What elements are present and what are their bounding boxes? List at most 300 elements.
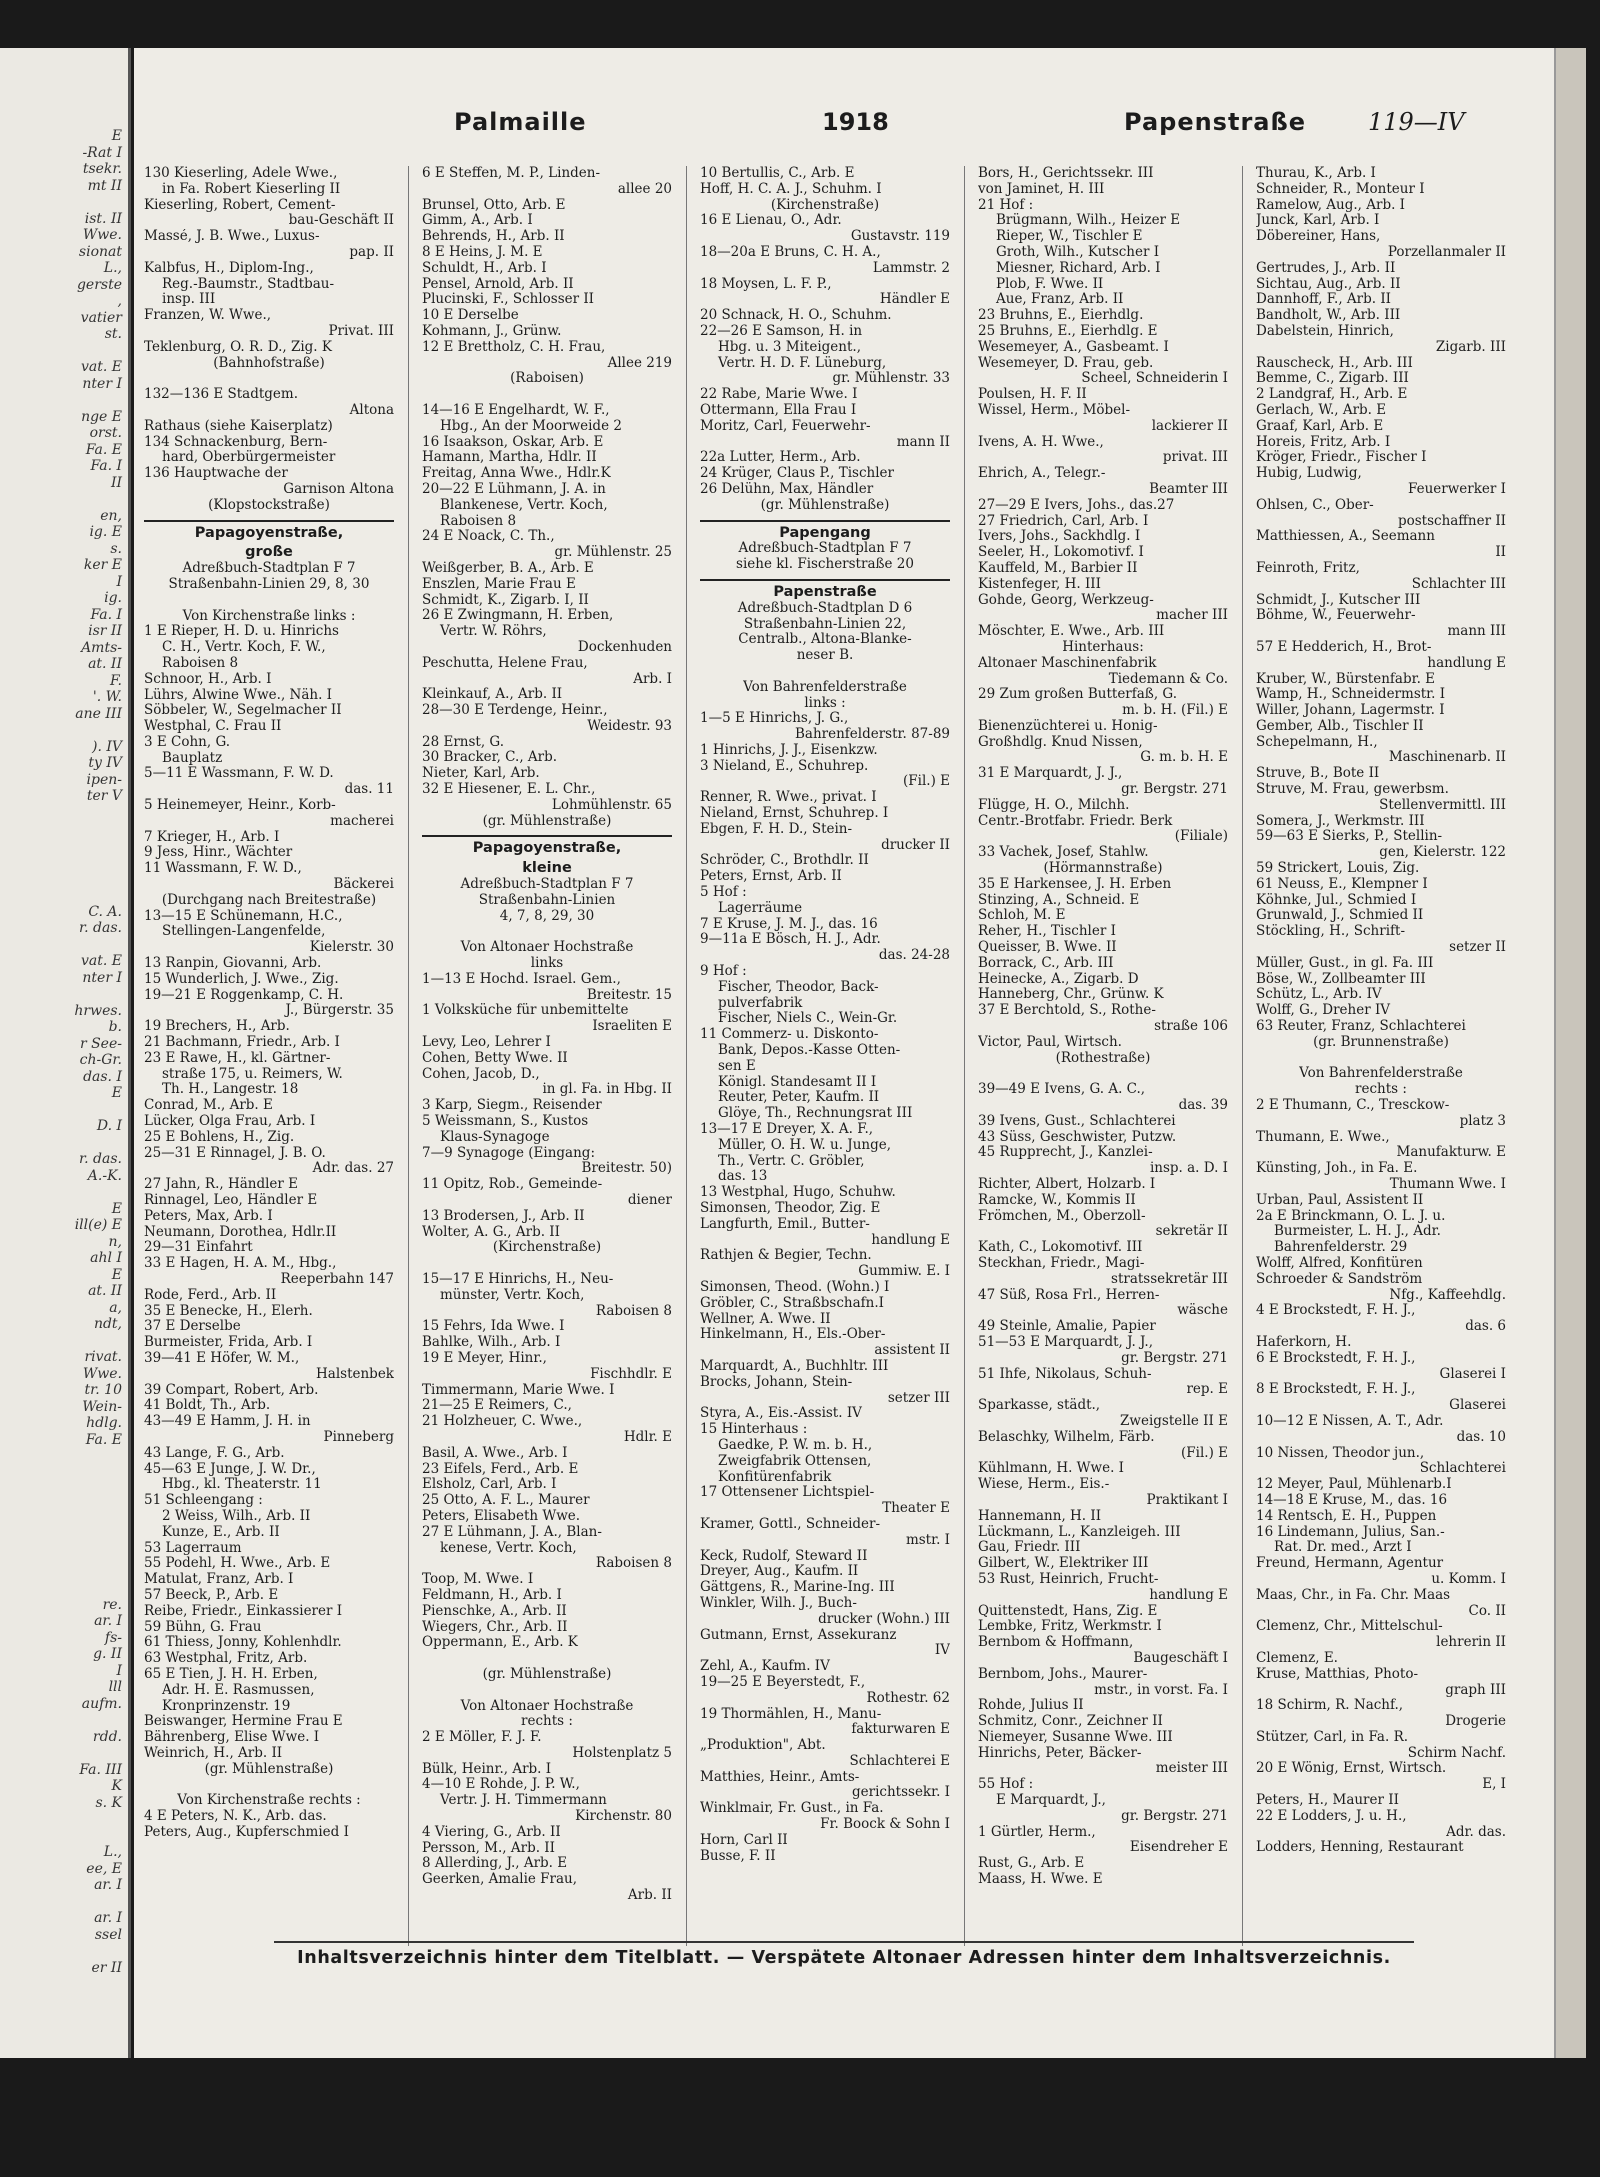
- facing-page-text: ). IV: [91, 738, 122, 755]
- directory-entry: Kühlmann, H. Wwe. I: [978, 1461, 1125, 1477]
- directory-entry: neser B.: [796, 648, 854, 664]
- directory-entry: 5 Hof :: [700, 885, 747, 901]
- directory-entry: Kirchenstr. 80: [575, 1809, 672, 1825]
- directory-entry: Rat. Dr. med., Arzt I: [1274, 1540, 1412, 1556]
- directory-entry: Feuerwerker I: [1407, 481, 1506, 497]
- directory-entry: Burmeister, L. H. J., Adr.: [1274, 1224, 1441, 1240]
- facing-page-text: E: [111, 1266, 122, 1283]
- directory-entry: münster, Vertr. Koch,: [440, 1287, 585, 1303]
- directory-entry: (Durchgang nach Breitestraße): [161, 892, 377, 908]
- column-divider: [686, 166, 687, 1946]
- directory-entry: Königl. Standesamt II I: [718, 1074, 877, 1090]
- directory-entry: Arb. I: [633, 671, 672, 687]
- facing-page-text: vat. E: [80, 953, 122, 969]
- directory-entry: [422, 924, 672, 940]
- directory-entry: 13—15 E Schünemann, H.C.,: [144, 908, 343, 924]
- facing-page-text: nge E: [81, 408, 122, 425]
- facing-page-text: -Rat I: [82, 144, 122, 161]
- directory-entry: [422, 1683, 672, 1699]
- facing-page-text: Fa. E: [85, 1431, 122, 1448]
- directory-entry: 4, 7, 8, 29, 30: [499, 908, 595, 924]
- directory-entry: 13 Ranpin, Giovanni, Arb.: [144, 956, 322, 972]
- directory-entry: Co. II: [1468, 1603, 1506, 1619]
- directory-entry: Wissel, Herm., Möbel-: [978, 402, 1131, 418]
- directory-entry: Rieper, W., Tischler E: [996, 229, 1143, 245]
- directory-entry: 14—16 E Engelhardt, W. F.,: [422, 402, 610, 418]
- directory-entry: Rathaus (siehe Kaiserplatz): [144, 418, 333, 434]
- directory-entry: 8 Allerding, J., Arb. E: [422, 1856, 568, 1872]
- facing-page-text: g. II: [93, 1646, 122, 1662]
- directory-entry: 25 Otto, A. F. L., Maurer: [422, 1493, 590, 1509]
- directory-entry: kenese, Vertr. Koch,: [440, 1540, 577, 1556]
- directory-entry: 45 Rupprecht, J., Kanzlei-: [978, 1145, 1153, 1161]
- directory-entry: Scheel, Schneiderin I: [1081, 371, 1228, 387]
- directory-entry: Horeis, Fritz, Arb. I: [1256, 434, 1391, 450]
- directory-entry: Reeperbahn 147: [280, 1271, 394, 1287]
- directory-entry: 1 Volksküche für unbemittelte: [422, 1003, 629, 1019]
- directory-entry: straße 175, u. Reimers, W.: [162, 1066, 343, 1082]
- facing-page-text: I: [116, 573, 122, 590]
- directory-entry: Peters, Elisabeth Wwe.: [422, 1508, 581, 1524]
- facing-page-text: Amts-: [81, 639, 122, 656]
- facing-page-text: r. das.: [79, 1151, 122, 1167]
- directory-entry: Struve, B., Bote II: [1256, 766, 1380, 782]
- directory-entry: Burmeister, Frida, Arb. I: [144, 1335, 313, 1351]
- directory-entry: Stellingen-Langenfelde,: [162, 924, 326, 940]
- directory-entry: siehe kl. Fischerstraße 20: [736, 557, 914, 573]
- directory-entry: Hinrichs, Peter, Bäcker-: [978, 1745, 1142, 1761]
- directory-entry: Allee 219: [607, 355, 672, 371]
- directory-entry: Miesner, Richard, Arb. I: [996, 260, 1161, 276]
- directory-entry: 6 E Steffen, M. P., Linden-: [422, 166, 601, 181]
- directory-entry: 51—53 E Marquardt, J. J.,: [978, 1334, 1153, 1350]
- directory-entry: Von Kirchenstraße links :: [182, 608, 356, 624]
- directory-entry: Gau, Friedr. III: [978, 1540, 1081, 1556]
- directory-entry: 29 Zum großen Butterfaß, G.: [978, 687, 1177, 703]
- directory-entry: 19—25 E Beyerstedt, F.,: [700, 1674, 866, 1690]
- directory-entry: (Bahnhofstraße): [213, 355, 325, 371]
- directory-entry: Toop, M. Wwe. I: [422, 1572, 534, 1588]
- directory-entry: 61 Neuss, E., Klempner I: [1256, 876, 1428, 892]
- directory-entry: Glaserei I: [1439, 1366, 1506, 1382]
- directory-entry: II: [1495, 545, 1506, 561]
- directory-entry: privat. III: [1162, 450, 1228, 466]
- directory-entry: Kleinkauf, A., Arb. II: [422, 687, 563, 703]
- directory-entry: 59 Strickert, Louis, Zig.: [1256, 861, 1420, 877]
- directory-entry: 43—49 E Hamm, J. H. in: [144, 1414, 311, 1430]
- directory-entry: sekretär II: [1155, 1224, 1228, 1240]
- facing-page-text: tsekr.: [82, 161, 122, 177]
- facing-page-text: at. II: [88, 1283, 122, 1299]
- directory-entry: 1 Hinrichs, J. J., Eisenkzw.: [700, 742, 878, 758]
- directory-entry: Müller, O. H. W. u. Junge,: [718, 1137, 892, 1153]
- directory-entry: [422, 387, 672, 403]
- directory-entry: Stellenvermittl. III: [1379, 797, 1506, 813]
- directory-entry: Wesemeyer, A., Gasbeamt. I: [978, 339, 1169, 355]
- directory-entry: Adr. das. 27: [312, 1161, 394, 1177]
- facing-page-text: rivat.: [84, 1349, 122, 1365]
- directory-entry: 65 E Tien, J. H. H. Erben,: [144, 1666, 318, 1682]
- directory-entry: Weißgerber, B. A., Arb. E: [422, 560, 594, 576]
- directory-entry: 5—11 E Wassmann, F. W. D.: [144, 766, 334, 782]
- directory-entry: Wiegers, Chr., Arb. II: [422, 1619, 568, 1635]
- directory-entry: [422, 1256, 672, 1272]
- directory-entry: 18 Schirm, R. Nachf.,: [1256, 1698, 1404, 1714]
- directory-entry: 1 Gürtler, Herm.,: [978, 1824, 1096, 1840]
- directory-entry: Thurau, K., Arb. I: [1256, 166, 1376, 181]
- directory-entry: 59—63 E Sierks, P., Stellin-: [1256, 829, 1443, 845]
- directory-entry: 4 E Peters, N. K., Arb. das.: [144, 1809, 327, 1825]
- directory-entry: Gerlach, W., Arb. E: [1256, 402, 1387, 418]
- directory-entry: 25 E Bohlens, H., Zig.: [144, 1129, 295, 1145]
- directory-entry: Maschinenarb. II: [1388, 750, 1506, 766]
- directory-entry: Schröder, C., Brothdlr. II: [700, 853, 869, 869]
- directory-entry: Weinrich, H., Arb. II: [144, 1745, 283, 1761]
- directory-entry: 37 E Derselbe: [144, 1319, 241, 1335]
- directory-entry: Vertr. H. D. F. Lüneburg,: [718, 355, 887, 371]
- facing-page-text: Fa. III: [79, 1761, 122, 1778]
- directory-entry: Junck, Karl, Arb. I: [1256, 213, 1380, 229]
- directory-entry: Lücker, Olga Frau, Arb. I: [144, 1114, 316, 1130]
- facing-page-text: hdlg.: [86, 1415, 122, 1431]
- directory-entry: handlung E: [871, 1232, 950, 1248]
- directory-entry: platz 3: [1459, 1113, 1506, 1129]
- directory-entry: 53 Rust, Heinrich, Frucht-: [978, 1571, 1159, 1587]
- directory-entry: 23 Eifels, Ferd., Arb. E: [422, 1461, 579, 1477]
- facing-page-text: en,: [100, 507, 122, 524]
- directory-entry: Elsholz, Carl, Arb. I: [422, 1477, 557, 1493]
- directory-entry: (Fil.) E: [903, 774, 950, 790]
- directory-entry: Fischhdlr. E: [590, 1366, 672, 1382]
- directory-entry: Steckhan, Friedr., Magi-: [978, 1255, 1145, 1271]
- directory-entry: in Fa. Robert Kieserling II: [162, 181, 341, 197]
- directory-entry: Th. H., Langestr. 18: [162, 1082, 299, 1098]
- directory-entry: 20 E Wönig, Ernst, Wirtsch.: [1256, 1761, 1447, 1777]
- column-divider: [1242, 166, 1243, 1946]
- directory-entry: Beamter III: [1149, 481, 1228, 497]
- directory-entry: Thumann Wwe. I: [1389, 1177, 1506, 1192]
- directory-entry: 26 E Zwingmann, H. Erben,: [422, 608, 614, 624]
- facing-page-text: s. K: [95, 1794, 122, 1811]
- directory-entry: gr. Mühlenstr. 25: [554, 545, 672, 561]
- directory-entry: Geerken, Amalie Frau,: [422, 1872, 578, 1888]
- directory-entry: 9—11a E Bösch, H. J., Adr.: [700, 932, 881, 948]
- facing-page-text: E: [111, 1085, 122, 1101]
- directory-entry: das. 13: [718, 1169, 768, 1185]
- directory-entry: Hdlr. E: [623, 1429, 672, 1445]
- directory-entry: (gr. Brunnenstraße): [1313, 1034, 1449, 1050]
- directory-entry: Gröbler, C., Straßbschafn.I: [700, 1295, 884, 1311]
- directory-entry: das. 24-28: [878, 948, 950, 964]
- section-rule: [144, 520, 394, 522]
- directory-entry: 11 Wassmann, F. W. D.,: [144, 861, 302, 877]
- directory-entry: Enszlen, Marie Frau E: [422, 576, 576, 592]
- directory-entry: Ramcke, W., Kommis II: [978, 1192, 1136, 1208]
- directory-entry: Busse, F. II: [700, 1848, 776, 1864]
- directory-entry: Wolff, Alfred, Konfitüren: [1256, 1255, 1423, 1271]
- directory-entry: Theater E: [882, 1501, 950, 1517]
- directory-entry: Halstenbek: [316, 1366, 394, 1382]
- directory-entry: 30 Bracker, C., Arb.: [422, 750, 558, 766]
- directory-entry: 27—29 E Ivers, Johs., das.27: [978, 497, 1175, 513]
- directory-entry: 45—63 E Junge, J. W. Dr.,: [144, 1461, 316, 1477]
- directory-entry: „Produktion", Abt.: [700, 1738, 826, 1754]
- page-edge: [1554, 48, 1586, 2058]
- facing-page-text: sionat: [78, 243, 122, 260]
- directory-entry: 24 Krüger, Claus P., Tischler: [700, 466, 894, 482]
- directory-entry: Schirm Nachf.: [1407, 1745, 1506, 1761]
- directory-entry: 1—5 E Hinrichs, J. G.,: [700, 711, 849, 727]
- directory-entry: 15 Hinterhaus :: [700, 1422, 808, 1438]
- directory-entry: 31 E Marquardt, J. J.,: [978, 766, 1123, 782]
- directory-entry: Köhnke, Jul., Schmied I: [1256, 892, 1417, 908]
- directory-entry: Klaus-Synagoge: [440, 1129, 550, 1145]
- directory-entry: insp. a. D. I: [1149, 1161, 1228, 1177]
- directory-entry: Kronprinzenstr. 19: [162, 1698, 291, 1714]
- directory-entry: 3 Karp, Siegm., Reisender: [422, 1098, 602, 1114]
- directory-entry: 9 Jess, Hinr., Wächter: [144, 845, 293, 861]
- directory-entry: Haferkorn, H.: [1256, 1334, 1352, 1350]
- directory-entry: gr. Bergstr. 271: [1121, 1350, 1228, 1366]
- directory-entry: mann III: [1447, 624, 1506, 640]
- directory-entry: 21 Bachmann, Friedr., Arb. I: [144, 1035, 340, 1051]
- facing-page-text: das. I: [83, 1068, 122, 1085]
- directory-entry: Lembke, Fritz, Werkmstr. I: [978, 1619, 1162, 1635]
- directory-entry: Hinterhaus:: [1062, 639, 1144, 655]
- header-left-street: Palmaille: [454, 108, 587, 136]
- directory-entry: Groth, Wilh., Kutscher I: [996, 244, 1160, 260]
- directory-entry: Bemme, C., Zigarb. III: [1256, 371, 1409, 387]
- directory-entry: Bahlke, Wilh., Arb. I: [422, 1335, 561, 1351]
- facing-page-text: ,: [117, 293, 122, 309]
- directory-entry: 10 Nissen, Theodor jun.,: [1256, 1445, 1425, 1461]
- directory-entry: Hamann, Martha, Hdlr. II: [422, 450, 597, 466]
- directory-entry: Vertr. J. H. Timmermann: [440, 1793, 607, 1809]
- directory-entry: 2 Landgraf, H., Arb. E: [1256, 387, 1408, 403]
- directory-entry: Kohmann, J., Grünw.: [422, 323, 562, 339]
- directory-entry: Schlachterei E: [849, 1753, 950, 1769]
- directory-entry: Urban, Paul, Assistent II: [1256, 1192, 1424, 1208]
- directory-entry: Graaf, Karl, Arb. E: [1256, 418, 1384, 434]
- directory-entry: Aue, Franz, Arb. II: [996, 292, 1124, 308]
- section-rule: [422, 835, 672, 837]
- directory-entry: bau-Geschäft II: [288, 213, 394, 229]
- directory-entry: Horn, Carl II: [700, 1832, 788, 1848]
- directory-entry: Somera, J., Werkmstr. III: [1256, 813, 1425, 829]
- directory-entry: Wesemeyer, D. Frau, geb.: [978, 355, 1154, 371]
- directory-entry: gen, Kielerstr. 122: [1379, 845, 1506, 861]
- directory-entry: Zweigfabrik Ottensen,: [718, 1453, 872, 1469]
- facing-page-text: er II: [91, 1959, 122, 1976]
- directory-entry: Kunze, E., Arb. II: [162, 1524, 280, 1540]
- directory-entry: Rode, Ferd., Arb. II: [144, 1287, 277, 1303]
- directory-entry: Conrad, M., Arb. E: [144, 1098, 273, 1114]
- street-heading: Papengang: [779, 525, 871, 541]
- directory-entry: lackierer II: [1151, 418, 1228, 434]
- directory-entry: meister III: [1155, 1761, 1228, 1777]
- directory-entry: Rothestr. 62: [866, 1690, 950, 1706]
- header-year: 1918: [822, 108, 889, 136]
- facing-page-text: ane III: [75, 705, 122, 722]
- directory-entry: Levy, Leo, Lehrer I: [422, 1035, 551, 1051]
- directory-entry: Centr.-Brotfabr. Friedr. Berk: [978, 813, 1173, 829]
- directory-entry: Kielerstr. 30: [309, 940, 394, 956]
- footer-rule: [274, 1941, 1414, 1943]
- directory-entry: mann II: [896, 434, 950, 450]
- directory-entry: IV: [934, 1643, 950, 1659]
- directory-entry: Styra, A., Eis.-Assist. IV: [700, 1406, 862, 1422]
- directory-entry: Matulat, Franz, Arb. I: [144, 1572, 294, 1588]
- directory-entry: pulverfabrik: [718, 995, 803, 1011]
- directory-entry: (Klopstockstraße): [208, 497, 330, 513]
- facing-page-text: gerste: [76, 276, 122, 293]
- facing-page-text: s.: [110, 540, 122, 557]
- directory-entry: gr. Bergstr. 271: [1121, 782, 1228, 798]
- directory-entry: 63 Reuter, Franz, Schlachterei: [1256, 1019, 1466, 1035]
- directory-entry: Freitag, Anna Wwe., Hdlr.K: [422, 466, 611, 482]
- directory-entry: 61 Thiess, Jonny, Kohlenhdlr.: [144, 1635, 342, 1651]
- facing-page-text: I: [116, 1662, 122, 1679]
- directory-entry: 53 Lagerraum: [144, 1540, 242, 1556]
- directory-entry: Wolter, A. G., Arb. II: [422, 1224, 560, 1240]
- directory-entry: assistent II: [874, 1343, 950, 1359]
- directory-entry: 27 Friedrich, Carl, Arb. I: [978, 513, 1149, 529]
- facing-page-text: A.-K.: [87, 1167, 122, 1184]
- directory-entry: hard, Oberbürgermeister: [162, 450, 336, 466]
- directory-entry: Raboisen 8: [162, 655, 239, 671]
- directory-entry: Pienschke, A., Arb. II: [422, 1603, 567, 1619]
- directory-entry: (Hörmannstraße): [1043, 861, 1163, 877]
- directory-entry: Centralb., Altona-Blanke-: [738, 632, 912, 648]
- facing-page-text: vat. E: [80, 359, 122, 375]
- directory-entry: 1—13 E Hochd. Israel. Gem.,: [422, 971, 621, 987]
- facing-page-text: ig. E: [89, 524, 122, 540]
- directory-entry: 29—31 Einfahrt: [144, 1240, 253, 1256]
- directory-entry: Plucinski, F., Schlosser II: [422, 292, 595, 308]
- directory-entry: 136 Hauptwache der: [144, 466, 288, 482]
- directory-entry: das. 39: [1178, 1098, 1228, 1114]
- directory-entry: Timmermann, Marie Wwe. I: [422, 1382, 615, 1398]
- directory-entry: [144, 371, 394, 387]
- directory-entry: 6 E Brockstedt, F. H. J.,: [1256, 1350, 1416, 1366]
- directory-entry: 4 E Brockstedt, F. H. J.,: [1256, 1303, 1416, 1319]
- facing-page-text: ig.: [104, 590, 122, 606]
- directory-entry: 33 Vachek, Josef, Stahlw.: [978, 845, 1149, 861]
- facing-page-text: ssel: [94, 1926, 122, 1943]
- directory-entry: Wellner, A. Wwe. II: [700, 1311, 831, 1327]
- column-4: [978, 166, 1228, 1946]
- directory-entry: 5 Heinemeyer, Heinr., Korb-: [144, 798, 336, 814]
- directory-entry: Holstenplatz 5: [572, 1745, 672, 1761]
- facing-page-text: orst.: [89, 425, 122, 441]
- directory-entry: Schütz, L., Arb. IV: [1256, 987, 1382, 1003]
- directory-entry: von Jaminet, H. III: [978, 181, 1105, 197]
- directory-entry: links :: [804, 695, 846, 711]
- directory-entry: Hbg., kl. Theaterstr. 11: [162, 1477, 322, 1493]
- directory-entry: Kieserling, Robert, Cement-: [144, 197, 336, 213]
- directory-entry: Seeler, H., Lokomotivf. I: [978, 545, 1144, 561]
- directory-entry: handlung E: [1149, 1587, 1228, 1603]
- facing-page-text: C. A.: [88, 903, 122, 920]
- directory-entry: Flügge, H. O., Milchh.: [978, 797, 1130, 813]
- directory-entry: Zweigstelle II E: [1120, 1413, 1228, 1429]
- directory-entry: Gilbert, W., Elektriker III: [978, 1556, 1149, 1572]
- directory-entry: Weidestr. 93: [587, 718, 672, 734]
- directory-entry: 2 Weiss, Wilh., Arb. II: [162, 1508, 311, 1524]
- directory-entry: (Kirchenstraße): [492, 1240, 602, 1256]
- street-heading: Papagoyenstraße,: [472, 841, 622, 857]
- directory-entry: setzer III: [887, 1390, 950, 1406]
- directory-entry: Schroeder & Sandström: [1256, 1271, 1423, 1287]
- directory-entry: 9 Hof :: [700, 964, 747, 980]
- directory-entry: 25—31 E Rinnagel, J. B. O.: [144, 1145, 326, 1161]
- directory-entry: das. 10: [1456, 1429, 1506, 1445]
- directory-entry: [700, 664, 950, 680]
- directory-entry: 63 Westphal, Fritz, Arb.: [144, 1651, 308, 1667]
- directory-entry: 27 E Lühmann, J. A., Blan-: [422, 1524, 602, 1540]
- directory-entry: Teklenburg, O. R. D., Zig. K: [144, 339, 332, 355]
- facing-page-text: ter V: [86, 788, 122, 804]
- directory-entry: 22 E Lodders, J. u. H.,: [1256, 1808, 1407, 1824]
- directory-entry: Lührs, Alwine Wwe., Näh. I: [144, 687, 332, 703]
- directory-entry: 4 Viering, G., Arb. II: [422, 1824, 561, 1840]
- directory-entry: Garnison Altona: [283, 481, 394, 497]
- facing-page-text: E: [111, 1200, 122, 1217]
- directory-entry: Möschter, E. Wwe., Arb. III: [978, 624, 1165, 640]
- directory-entry: Gertrudes, J., Arb. II: [1256, 260, 1396, 276]
- directory-entry: 55 Hof :: [978, 1777, 1034, 1793]
- directory-entry: 51 Ihfe, Nikolaus, Schuh-: [978, 1366, 1152, 1382]
- directory-entry: Fr. Boock & Sohn I: [820, 1817, 950, 1833]
- directory-entry: 1 E Rieper, H. D. u. Hinrichs: [144, 624, 339, 640]
- directory-entry: Hoff, H. C. A. J., Schuhm. I: [700, 181, 882, 197]
- directory-entry: Gustavstr. 119: [850, 229, 950, 245]
- directory-entry: Langfurth, Emil., Butter-: [700, 1216, 870, 1232]
- directory-entry: 132—136 E Stadtgem.: [144, 387, 298, 403]
- directory-entry: Schlachter III: [1411, 576, 1506, 592]
- directory-entry: Brocks, Johann, Stein-: [700, 1374, 853, 1390]
- directory-entry: Willer, Johann, Lagermstr. I: [1256, 703, 1445, 719]
- directory-entry: 7—9 Synagoge (Eingang:: [422, 1145, 595, 1161]
- directory-entry: Bäckerei: [333, 877, 394, 893]
- directory-entry: Konfitürenfabrik: [718, 1469, 832, 1485]
- directory-entry: Stöckling, H., Schrift-: [1256, 924, 1406, 940]
- directory-entry: Bandholt, W., Arb. III: [1256, 308, 1401, 324]
- directory-entry: Bülk, Heinr., Arb. I: [422, 1761, 552, 1777]
- directory-entry: (Filiale): [1174, 829, 1228, 845]
- directory-entry: 130 Kieserling, Adele Wwe.,: [144, 166, 338, 181]
- directory-entry: in gl. Fa. in Hbg. II: [542, 1082, 672, 1098]
- directory-entry: Hbg. u. 3 Miteigent.,: [718, 339, 862, 355]
- directory-entry: 43 Lange, F. G., Arb.: [144, 1445, 285, 1461]
- directory-entry: Kalbfus, H., Diplom-Ing.,: [144, 260, 314, 276]
- directory-entry: 26 Delühn, Max, Händler: [700, 481, 874, 497]
- directory-entry: C. H., Vertr. Koch, F. W.,: [162, 640, 326, 656]
- directory-entry: 5 Weissmann, S., Kustos: [422, 1114, 589, 1130]
- directory-entry: Hinkelmann, H., Els.-Ober-: [700, 1327, 886, 1343]
- directory-entry: Richter, Albert, Holzarb. I: [978, 1177, 1156, 1192]
- directory-entry: Wiese, Herm., Eis.-: [978, 1477, 1110, 1493]
- directory-entry: Sparkasse, städt.,: [978, 1398, 1101, 1414]
- directory-entry: Victor, Paul, Wirtsch.: [978, 1034, 1122, 1050]
- directory-entry: Bährenberg, Elise Wwe. I: [144, 1730, 320, 1746]
- directory-entry: 10 E Derselbe: [422, 308, 519, 324]
- directory-entry: Von Bahrenfelderstraße: [743, 679, 907, 695]
- directory-entry: Manufakturw. E: [1396, 1145, 1506, 1161]
- directory-entry: Kath, C., Lokomotivf. III: [978, 1240, 1143, 1256]
- directory-entry: Von Bahrenfelderstraße: [1299, 1066, 1463, 1082]
- facing-page-text: ker E: [83, 557, 122, 573]
